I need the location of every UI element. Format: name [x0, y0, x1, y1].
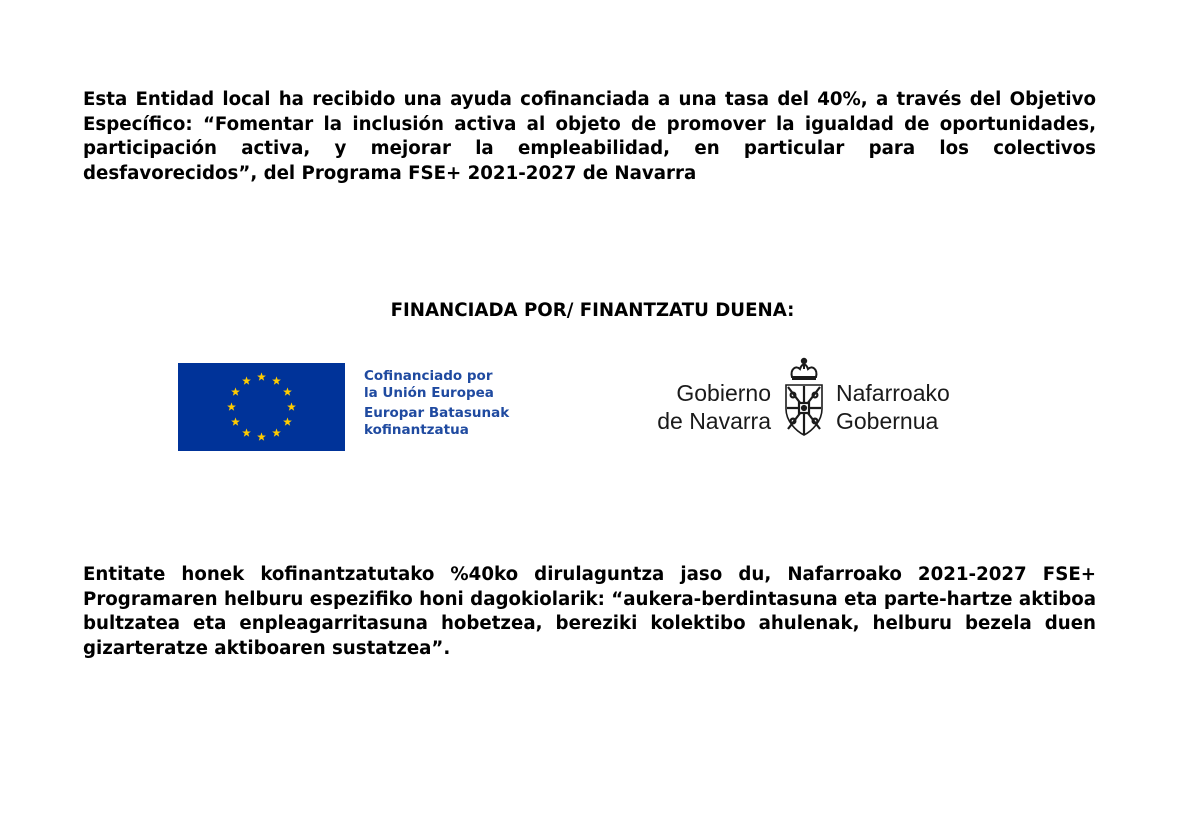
paragraph-basque: Entitate honek kofinantzatutako %40ko dirulaguntza jaso du, Nafarroako 2021-2027 FSE+ Programaren helburu espezifiko honi dagokiolarik: “aukera-berdintasuna eta parte-hartze aktiboa bultzatea eta enpleagarritasuna hobetzea, bereziki kolektibo ahulenak, helburu bezela duen gizarteratze aktiboaren sustatzea”.	[83, 564, 1096, 659]
nav-logo-left-line-2: de Navarra	[657, 408, 771, 434]
eu-flag-icon	[178, 363, 345, 451]
eu-cofunded-logo	[178, 363, 558, 451]
eu-logo-line-4: kofinantzatua	[364, 421, 469, 438]
gobierno-de-navarra-logo	[638, 357, 978, 439]
paragraph-spanish: Esta Entidad local ha recibido una ayuda cofinanciada a una tasa del 40%, a través del Objetivo Específico: “Fomentar la inclusión activa al objeto de promover la igualdad de oportunidades, participación activa, y mejorar la empleabilidad, en particular para los colectivos desfavorecidos”, del Programa FSE+ 2021-2027 de Navarra	[83, 89, 1096, 184]
eu-logo-line-3: Europar Batasunak	[364, 405, 510, 421]
nav-logo-left-line-1: Gobierno	[676, 380, 771, 406]
nav-logo-basque	[836, 379, 976, 435]
funded-by-title: FINANCIADA POR/ FINANTZATU DUENA:	[390, 300, 795, 321]
navarra-coat-of-arms-icon	[776, 357, 832, 437]
nav-logo-right-line-2: Gobernua	[836, 408, 939, 434]
nav-logo-spanish	[638, 379, 771, 435]
nav-logo-right-line-1: Nafarroako	[836, 380, 950, 406]
eu-logo-line-1: Cofinanciado por	[364, 368, 493, 384]
eu-logo-line-2: la Unión Europea	[364, 384, 494, 401]
eu-logo-text	[364, 368, 564, 438]
